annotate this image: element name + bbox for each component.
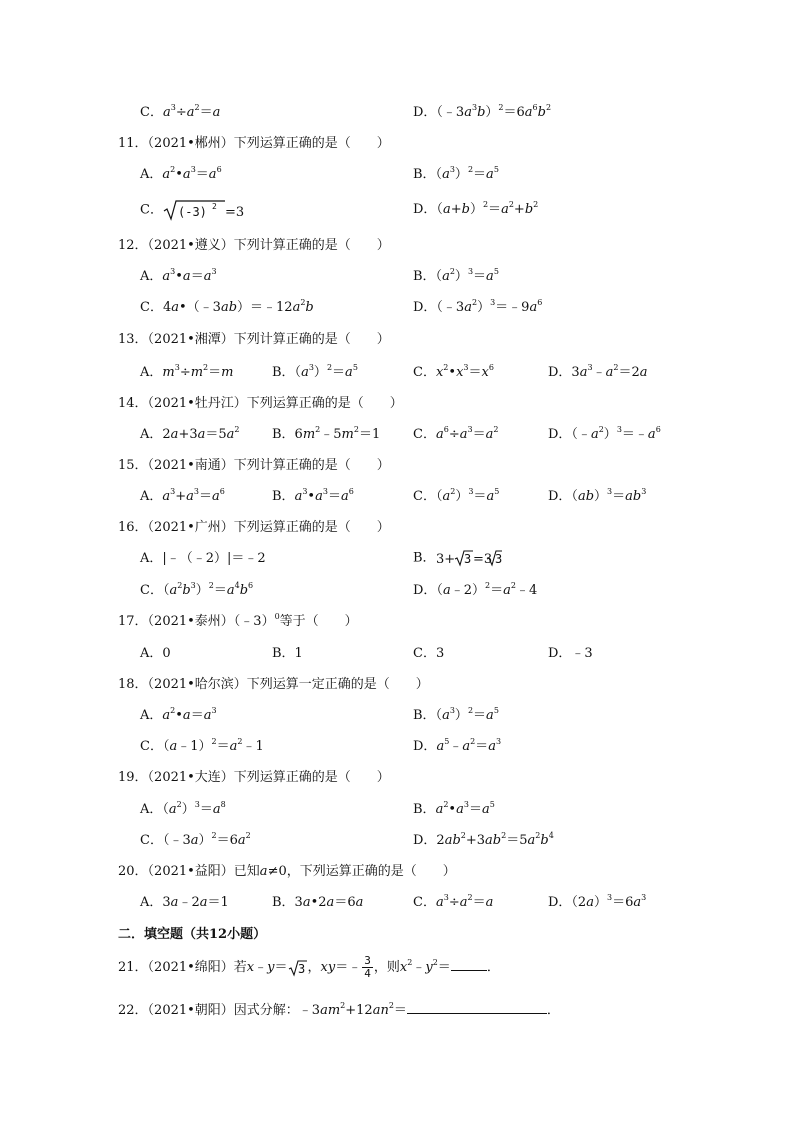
- q12-option-a: A．$a^3•a=a^3$: [140, 266, 217, 284]
- svg-text:2: 2: [211, 202, 217, 211]
- q20-option-c: C．$a^3\div a^2=a$: [413, 892, 494, 910]
- q17-option-c: C．3: [413, 646, 445, 661]
- q14-option-d: D．$(﹣a^2)^3=﹣a^6$: [548, 424, 661, 442]
- q13-stem: 13．（2021•湘潭）下列计算正确的是（ ）: [118, 332, 390, 347]
- q17-option-b: B．1: [272, 646, 303, 661]
- svg-text:3: 3: [297, 961, 305, 976]
- svg-text:3: 3: [494, 552, 502, 566]
- q14-stem: 14．（2021•牡丹江）下列运算正确的是（ ）: [118, 396, 403, 411]
- q15-option-b: B．$a^3•a^3=a^6$: [272, 486, 354, 504]
- q21-stem: 21．（2021•绵阳）若x﹣y＝ 3 ，xy＝﹣ $\frac{3}{4}$ ，则$x^2﹣y^2=$ ．: [118, 954, 500, 980]
- q19-option-c: C．$(﹣3a)^2=6a^2$: [140, 830, 251, 848]
- q20-option-a: A．3a﹣2a＝1: [140, 895, 229, 910]
- q10-option-c: C．$a^3\div a^2=a$: [140, 102, 221, 120]
- q19-option-d: D．$2ab^2+3ab^2=5a^2b^4$: [413, 830, 554, 848]
- q19-option-a: A．$(a^2)^3=a^8$: [140, 799, 226, 817]
- svg-text:=3: =3: [472, 552, 492, 567]
- q14-option-b: B．$6m^2﹣5m^2=1$: [272, 424, 381, 442]
- q18-option-d: D．$a^5﹣a^2=a^3$: [413, 736, 502, 754]
- q17-option-d: D．﹣3: [548, 646, 593, 661]
- q13-option-a: A．$m^3\div m^2=m$: [140, 362, 234, 380]
- svg-text:3: 3: [463, 552, 471, 566]
- q18-option-a: A．$a^2•a=a^3$: [140, 705, 217, 723]
- section-title-fill-in: 二．填空题（共12小题）: [118, 927, 267, 942]
- q16-option-a: A．|﹣（﹣2）|＝﹣2: [140, 551, 266, 566]
- q16-stem: 16．（2021•广州）下列运算正确的是（ ）: [118, 520, 390, 535]
- q15-stem: 15．（2021•南通）下列计算正确的是（ ）: [118, 458, 390, 473]
- q20-option-b: B．3a•2a＝6a: [272, 895, 364, 910]
- q18-option-c: C．$(a﹣1)^2=a^2﹣1$: [140, 736, 264, 754]
- q10-option-d: D．$(﹣3a^3b)^2=6a^6b^2$: [413, 102, 552, 120]
- q13-option-b: B．$(a^3)^2=a^5$: [272, 362, 358, 380]
- q11-option-a: A．$a^2•a^3=a^6$: [140, 164, 222, 182]
- q12-option-d: D．$(﹣3a^2)^3=﹣9a^6$: [413, 297, 543, 315]
- q11-stem: 11．（2021•郴州）下列运算正确的是（ ）: [118, 136, 390, 151]
- q14-option-c: C．$a^6\div a^3=a^2$: [413, 424, 499, 442]
- sqrt-3: [288, 958, 308, 978]
- q11-option-c: C． (-3) 2 =3: [140, 199, 241, 221]
- q17-option-a: A．0: [140, 646, 171, 661]
- fraction-3-4: $\frac{3}{4}$: [364, 954, 371, 980]
- q20-stem: 20．（2021•益阳）已知a≠0，下列运算正确的是（ ）: [118, 864, 456, 879]
- q22-stem: 22．（2021•朝阳）因式分解：$﹣3am^2+12an^2=$ ．: [118, 1000, 560, 1018]
- q20-option-d: D．$(2a)^3=6a^3$: [548, 892, 647, 910]
- q12-option-c: C．$4a•(﹣3ab)=﹣12a^2b$: [140, 297, 314, 315]
- q13-option-d: D．$3a^3﹣a^2=2a$: [548, 362, 648, 380]
- q13-option-c: C．$x^2•x^3=x^6$: [413, 362, 494, 380]
- sqrt-expression: [436, 548, 502, 568]
- q16-option-d: D．$(a﹣2)^2=a^2﹣4$: [413, 580, 538, 598]
- q11-option-d: D．$(a+b)^2=a^2+b^2$: [413, 199, 539, 217]
- q11-option-b: B．$(a^3)^2=a^5$: [413, 164, 499, 182]
- q17-stem: 17．（2021•泰州）（﹣3）$^0$等于（ ）: [118, 611, 358, 629]
- q16-option-b: B． 3+ 3 =3 3: [413, 548, 502, 570]
- svg-text:(-3): (-3): [177, 205, 207, 219]
- q19-stem: 19．（2021•大连）下列运算正确的是（ ）: [118, 770, 390, 785]
- sqrt-symbol: [163, 199, 245, 221]
- answer-blank-22[interactable]: [407, 999, 547, 1014]
- q19-option-b: B．$a^2•a^3=a^5$: [413, 799, 495, 817]
- q15-option-a: A．$a^3+a^3=a^6$: [140, 486, 225, 504]
- answer-blank-21[interactable]: [451, 956, 487, 971]
- q18-option-b: B．$(a^3)^2=a^5$: [413, 705, 499, 723]
- q16-option-c: C．$(a^2b^3)^2=a^4b^6$: [140, 580, 254, 598]
- q15-option-d: D．$(ab)^3=ab^3$: [548, 486, 647, 504]
- q15-option-c: C．$(a^2)^3=a^5$: [413, 486, 500, 504]
- q18-stem: 18．（2021•哈尔滨）下列运算一定正确的是（ ）: [118, 677, 429, 692]
- q12-option-b: B．$(a^2)^3=a^5$: [413, 266, 499, 284]
- svg-text:3+: 3+: [435, 552, 455, 567]
- q12-stem: 12．（2021•遵义）下列计算正确的是（ ）: [118, 238, 390, 253]
- q14-option-a: A．$2a+3a=5a^2$: [140, 424, 240, 442]
- svg-text:=3: =3: [224, 205, 245, 220]
